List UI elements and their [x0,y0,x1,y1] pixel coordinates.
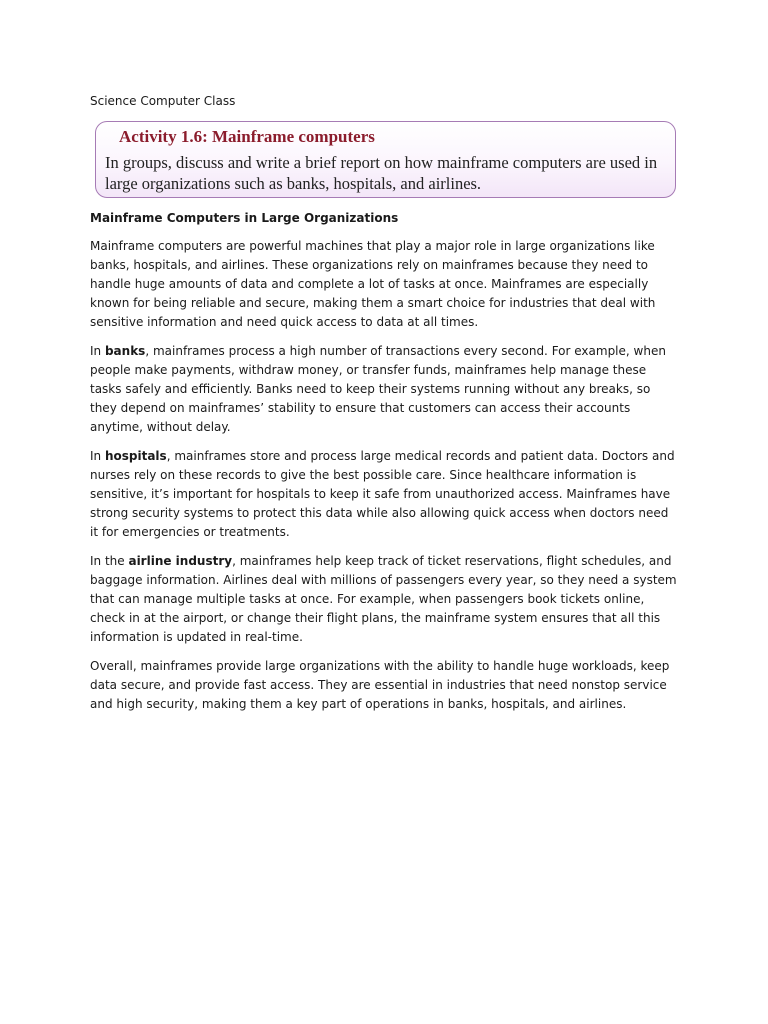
document-header: Science Computer Class [90,94,236,108]
airline-prefix: In the [90,554,129,568]
hospitals-prefix: In [90,449,105,463]
banks-bold-term: banks [104,344,146,358]
activity-title: Activity 1.6: Mainframe computers [119,127,375,146]
airline-text: , mainframes help keep track of ticket reservations, flight schedules, and baggage information. Airlines deal with millions of passengers every year, so they need a system that can manage multiple tasks at once. For example, when passengers book tickets online, check in at the airport, or change their flight plans, the mainframe system ensures that all this information is updated in real-time. [90,554,677,644]
banks-prefix: In [90,344,105,358]
hospitals-paragraph [90,447,680,542]
hospitals-text: , mainframes store and process large medical records and patient data. Doctors and nurses rely on these records to give the best possible care. Since healthcare information is sensitive, it’s important for hospitals to keep it safe from unauthorized access. Mainframes have strong security systems to protect this data while also allowing quick access when doctors need it for emergencies or treatments. [90,449,675,539]
airline-paragraph [90,552,680,647]
banks-paragraph [90,342,680,437]
document-content [90,92,680,724]
intro-paragraph: Mainframe computers are powerful machines that play a major role in large organizations like banks, hospitals, and airlines. These organizations rely on mainframes because they need to handle huge amounts of data and complete a lot of tasks at once. Mainframes are especially known for being reliable and secure, making them a smart choice for industries that deal with sensitive information and need quick access to data at all times. [90,239,656,329]
conclusion-paragraph: Overall, mainframes provide large organizations with the ability to handle huge workloads, keep data secure, and provide fast access. They are essential in industries that need nonstop service and high security, making them a key part of operations in banks, hospitals, and airlines. [90,659,670,711]
banks-text: , mainframes process a high number of transactions every second. For example, when people make payments, withdraw money, or transfer funds, mainframes help manage these tasks safely and efficiently. Banks need to keep their systems running without any breaks, so they depend on mainframes’ stability to ensure that customers can access their accounts anytime, without delay. [90,344,666,434]
activity-text: In groups, discuss and write a brief report on how mainframe computers are used in large organizations such as banks, hospitals, and airlines. [105,153,658,193]
airline-bold-term: airline industry [128,554,233,568]
hospitals-bold-term: hospitals [104,449,167,463]
document-heading: Mainframe Computers in Large Organizations [90,211,399,225]
activity-box [95,121,676,198]
